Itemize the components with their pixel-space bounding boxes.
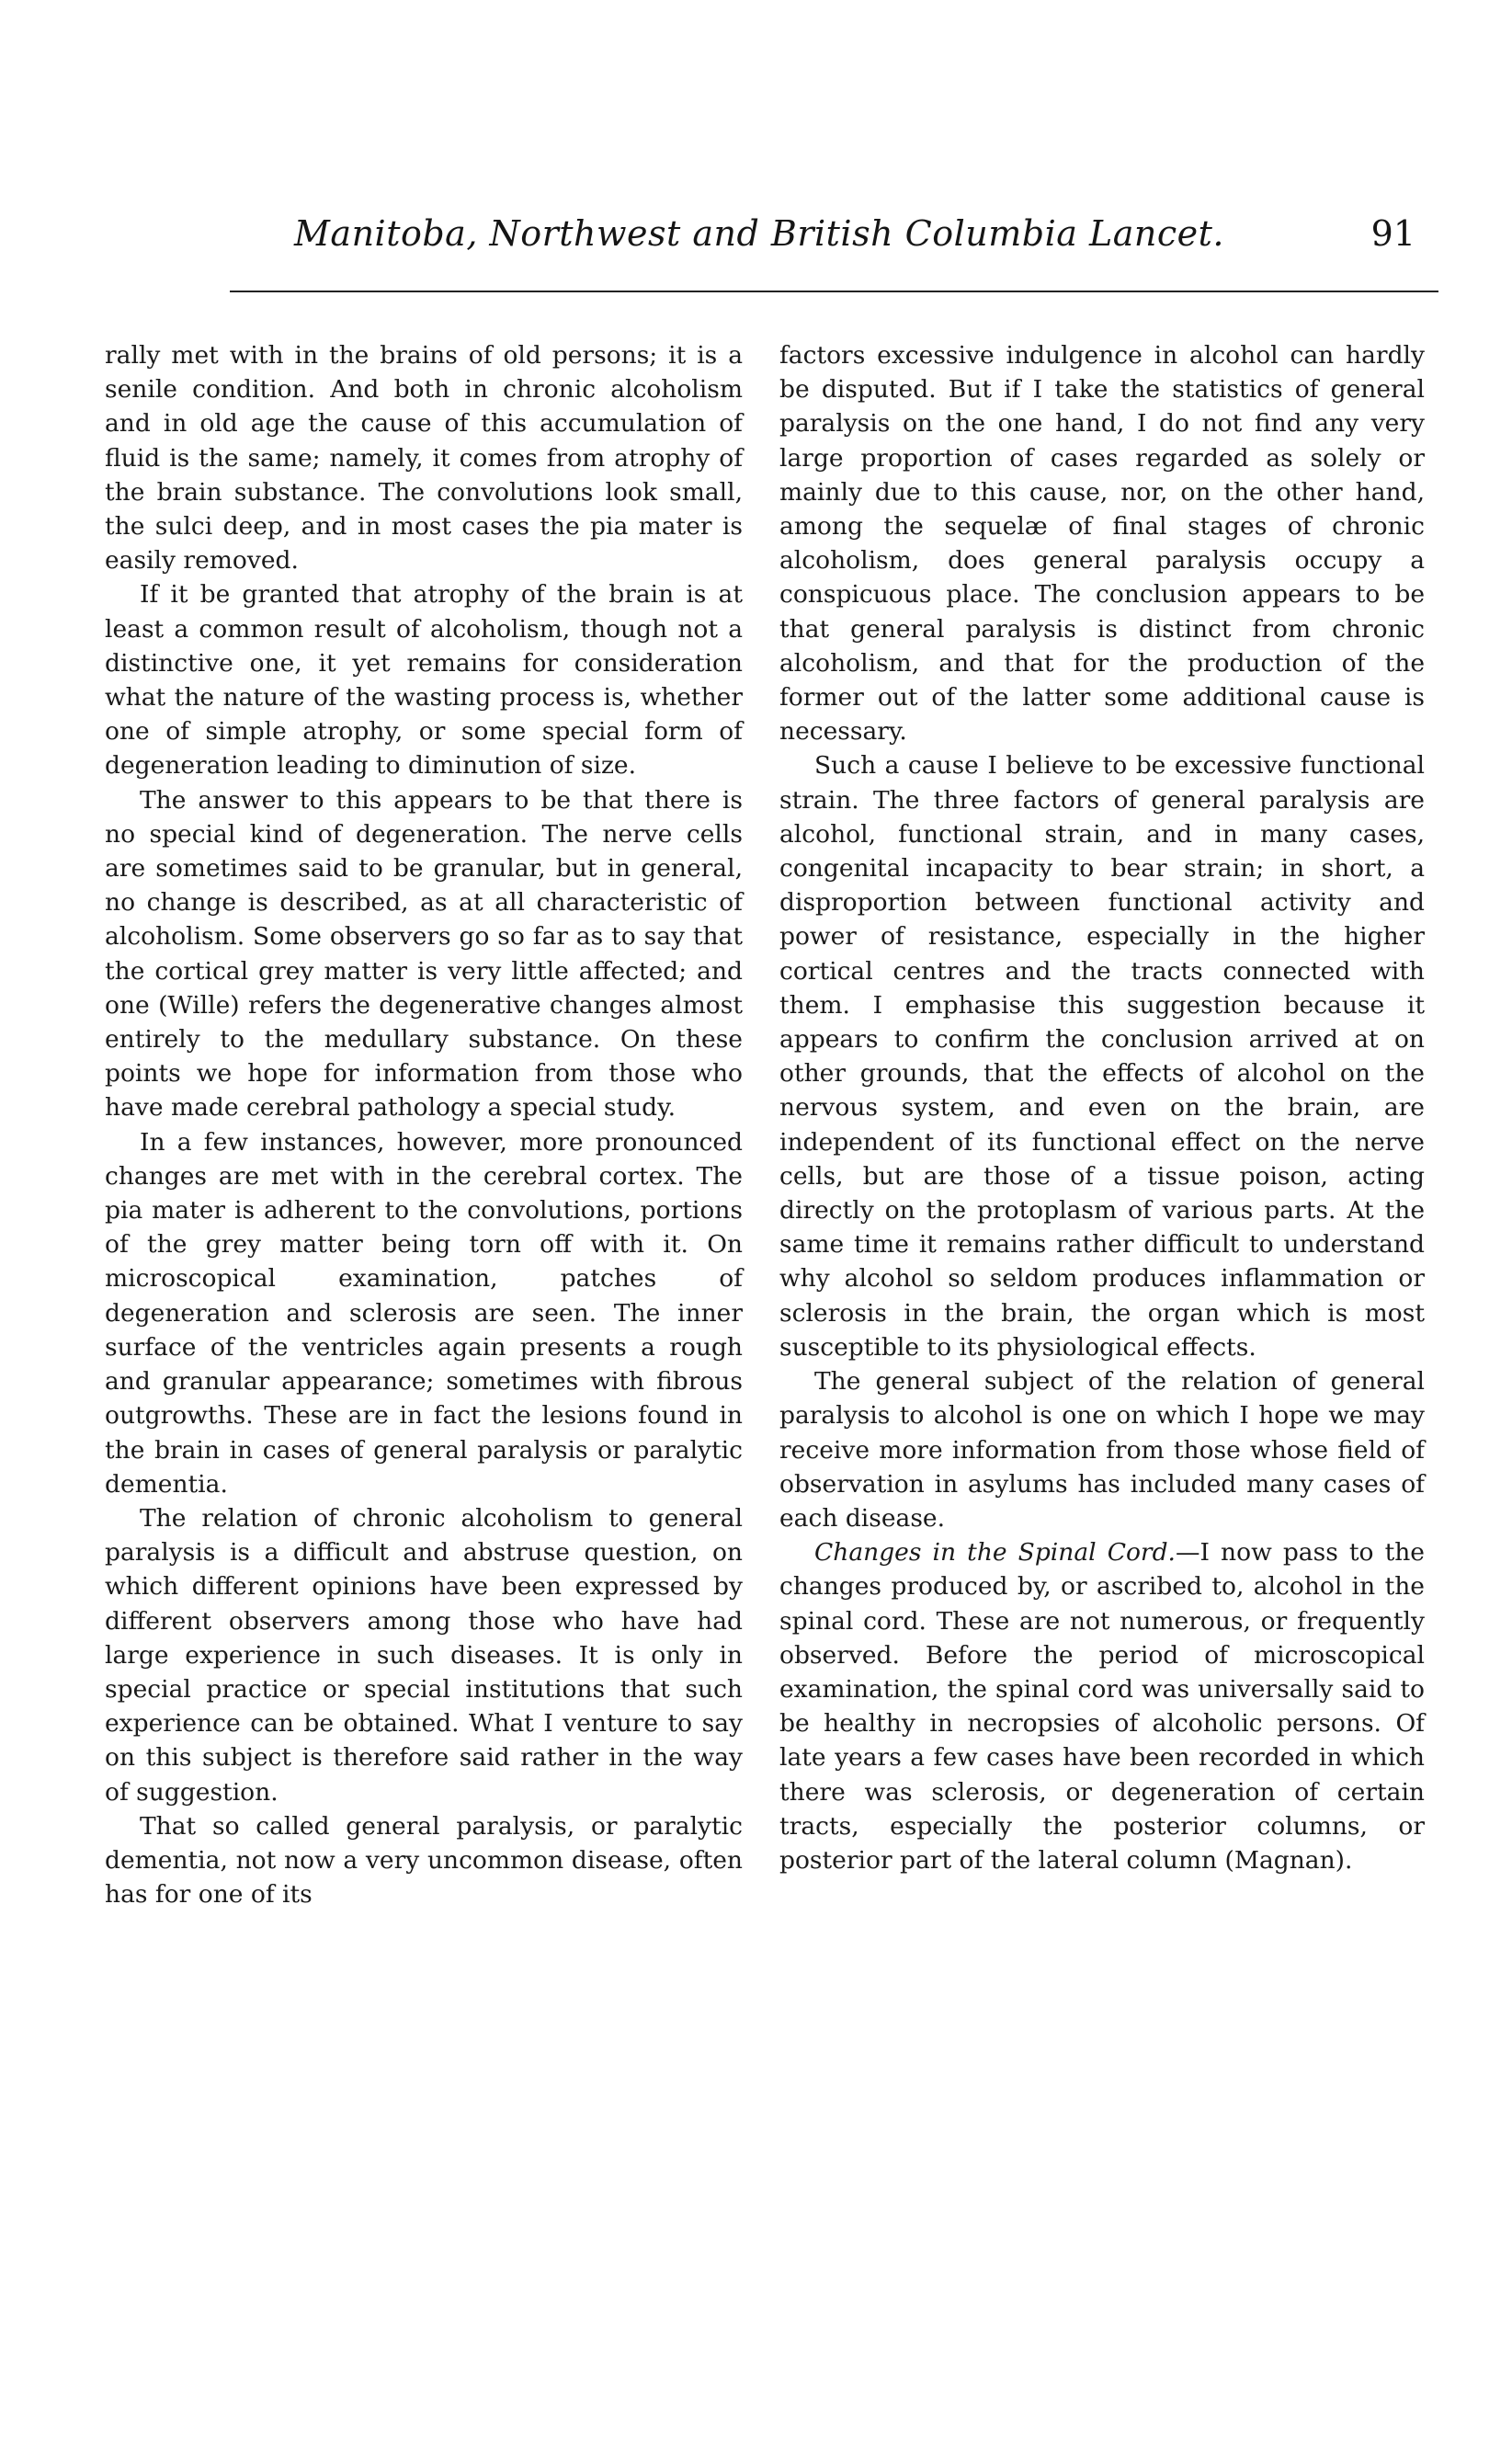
paragraph: Such a cause I believe to be excessive functional strain. The three factors of general paralysis are alcohol, functional strain, and in many cases, congenital incapacity to bear strain; in short, a disproportion between functional activity and power of resistance, especially in the higher cortical centres and the tracts connected with them. I emphasise this suggestion because it appears to confirm the conclusion arrived at on other grounds, that the effects of alcohol on the nervous system, and even on the brain, are independent of its functional effect on the nerve cells, but are those of a tissue poison, acting directly on the protoplasm of various parts. At the same time it remains rather difficult to understand why alcohol so seldom produces inflammation or sclerosis in the brain, the organ which is most susceptible to its physiological effects. — [779, 751, 1425, 1362]
left-column — [105, 338, 743, 1911]
paragraph: factors excessive indulgence in alcohol can hardly be disputed. But if I take the statistics of general paralysis on the one hand, I do not find any very large proportion of cases regarded as solely or mainly due to this cause, nor, on the other hand, among the sequelæ of final stages of chronic alcoholism, does general paralysis occupy a conspicuous place. The conclusion appears to be that general paralysis is distinct from chronic alcoholism, and that for the production of the former out of the latter some additional cause is necessary. — [779, 341, 1425, 747]
paragraph: The relation of chronic alcoholism to general paralysis is a difficult and abstruse question, on which different opinions have been expressed by different observers among those who have had large experience in such diseases. It is only in special practice or special institutions that such experience can be obtained. What I venture to say on this subject is therefore said rather in the way of suggestion. — [105, 1503, 743, 1807]
paragraph: The answer to this appears to be that there is no special kind of degeneration. The nerve cells are sometimes said to be granular, but in general, no change is described, as at all characteristic of alcoholism. Some observers go so far as to say that the cortical grey matter is very little affected; and one (Wille) refers the degenerative changes almost entirely to the medullary substance. On these points we hope for information from those who have made cerebral pathology a special study. — [105, 785, 743, 1123]
section-text: —I now pass to the changes produced by, or ascribed to, alcohol in the spinal cord. These are not numerous, or frequently observed. Before the period of microscopical examination, the spinal cord was universally said to be healthy in necropsies of alcoholic persons. Of late years a few cases have been recorded in which there was sclerosis, or degeneration of certain tracts, especially the posterior columns, or posterior part of the lateral column (Magnan). — [779, 1538, 1425, 1875]
paragraph — [779, 1535, 1425, 1877]
right-column — [779, 338, 1425, 1877]
section-heading: Changes in the Spinal Cord. — [814, 1538, 1176, 1568]
paragraph: In a few instances, however, more pronounced changes are met with in the cerebral cortex. The pia mater is adherent to the convolutions, portions of the grey matter being torn off with it. On microscopical examination, patches of degeneration and sclerosis are seen. The inner surface of the ventricles again presents a rough and granular appearance; sometimes with fibrous outgrowths. These are in fact the lesions found in the brain in cases of general paralysis or paralytic dementia. — [105, 1127, 743, 1499]
paragraph: rally met with in the brains of old persons; it is a senile condition. And both in chronic alcoholism and in old age the cause of this accumulation of fluid is the same; namely, it comes from atrophy of the brain substance. The convolutions look small, the sulci deep, and in most cases the pia mater is easily removed. — [105, 341, 743, 576]
paragraph: If it be granted that atrophy of the brain is at least a common result of alcoholism, though not a distinctive one, it yet remains for consideration what the nature of the wasting process is, whether one of simple atrophy, or some special form of degeneration leading to diminution of size. — [105, 580, 743, 781]
paragraph: The general subject of the relation of general paralysis to alcohol is one on which I hope we may receive more information from those whose field of observation in asylums has included many cases of each disease. — [779, 1367, 1425, 1533]
paragraph: That so called general paralysis, or paralytic dementia, not now a very uncommon disease, often has for one of its — [105, 1811, 743, 1910]
running-head — [230, 213, 1443, 268]
running-title: Manitoba, Northwest and British Columbia Lancet. — [294, 213, 1224, 254]
header-rule — [230, 291, 1438, 292]
page-number: 91 — [1370, 213, 1415, 254]
